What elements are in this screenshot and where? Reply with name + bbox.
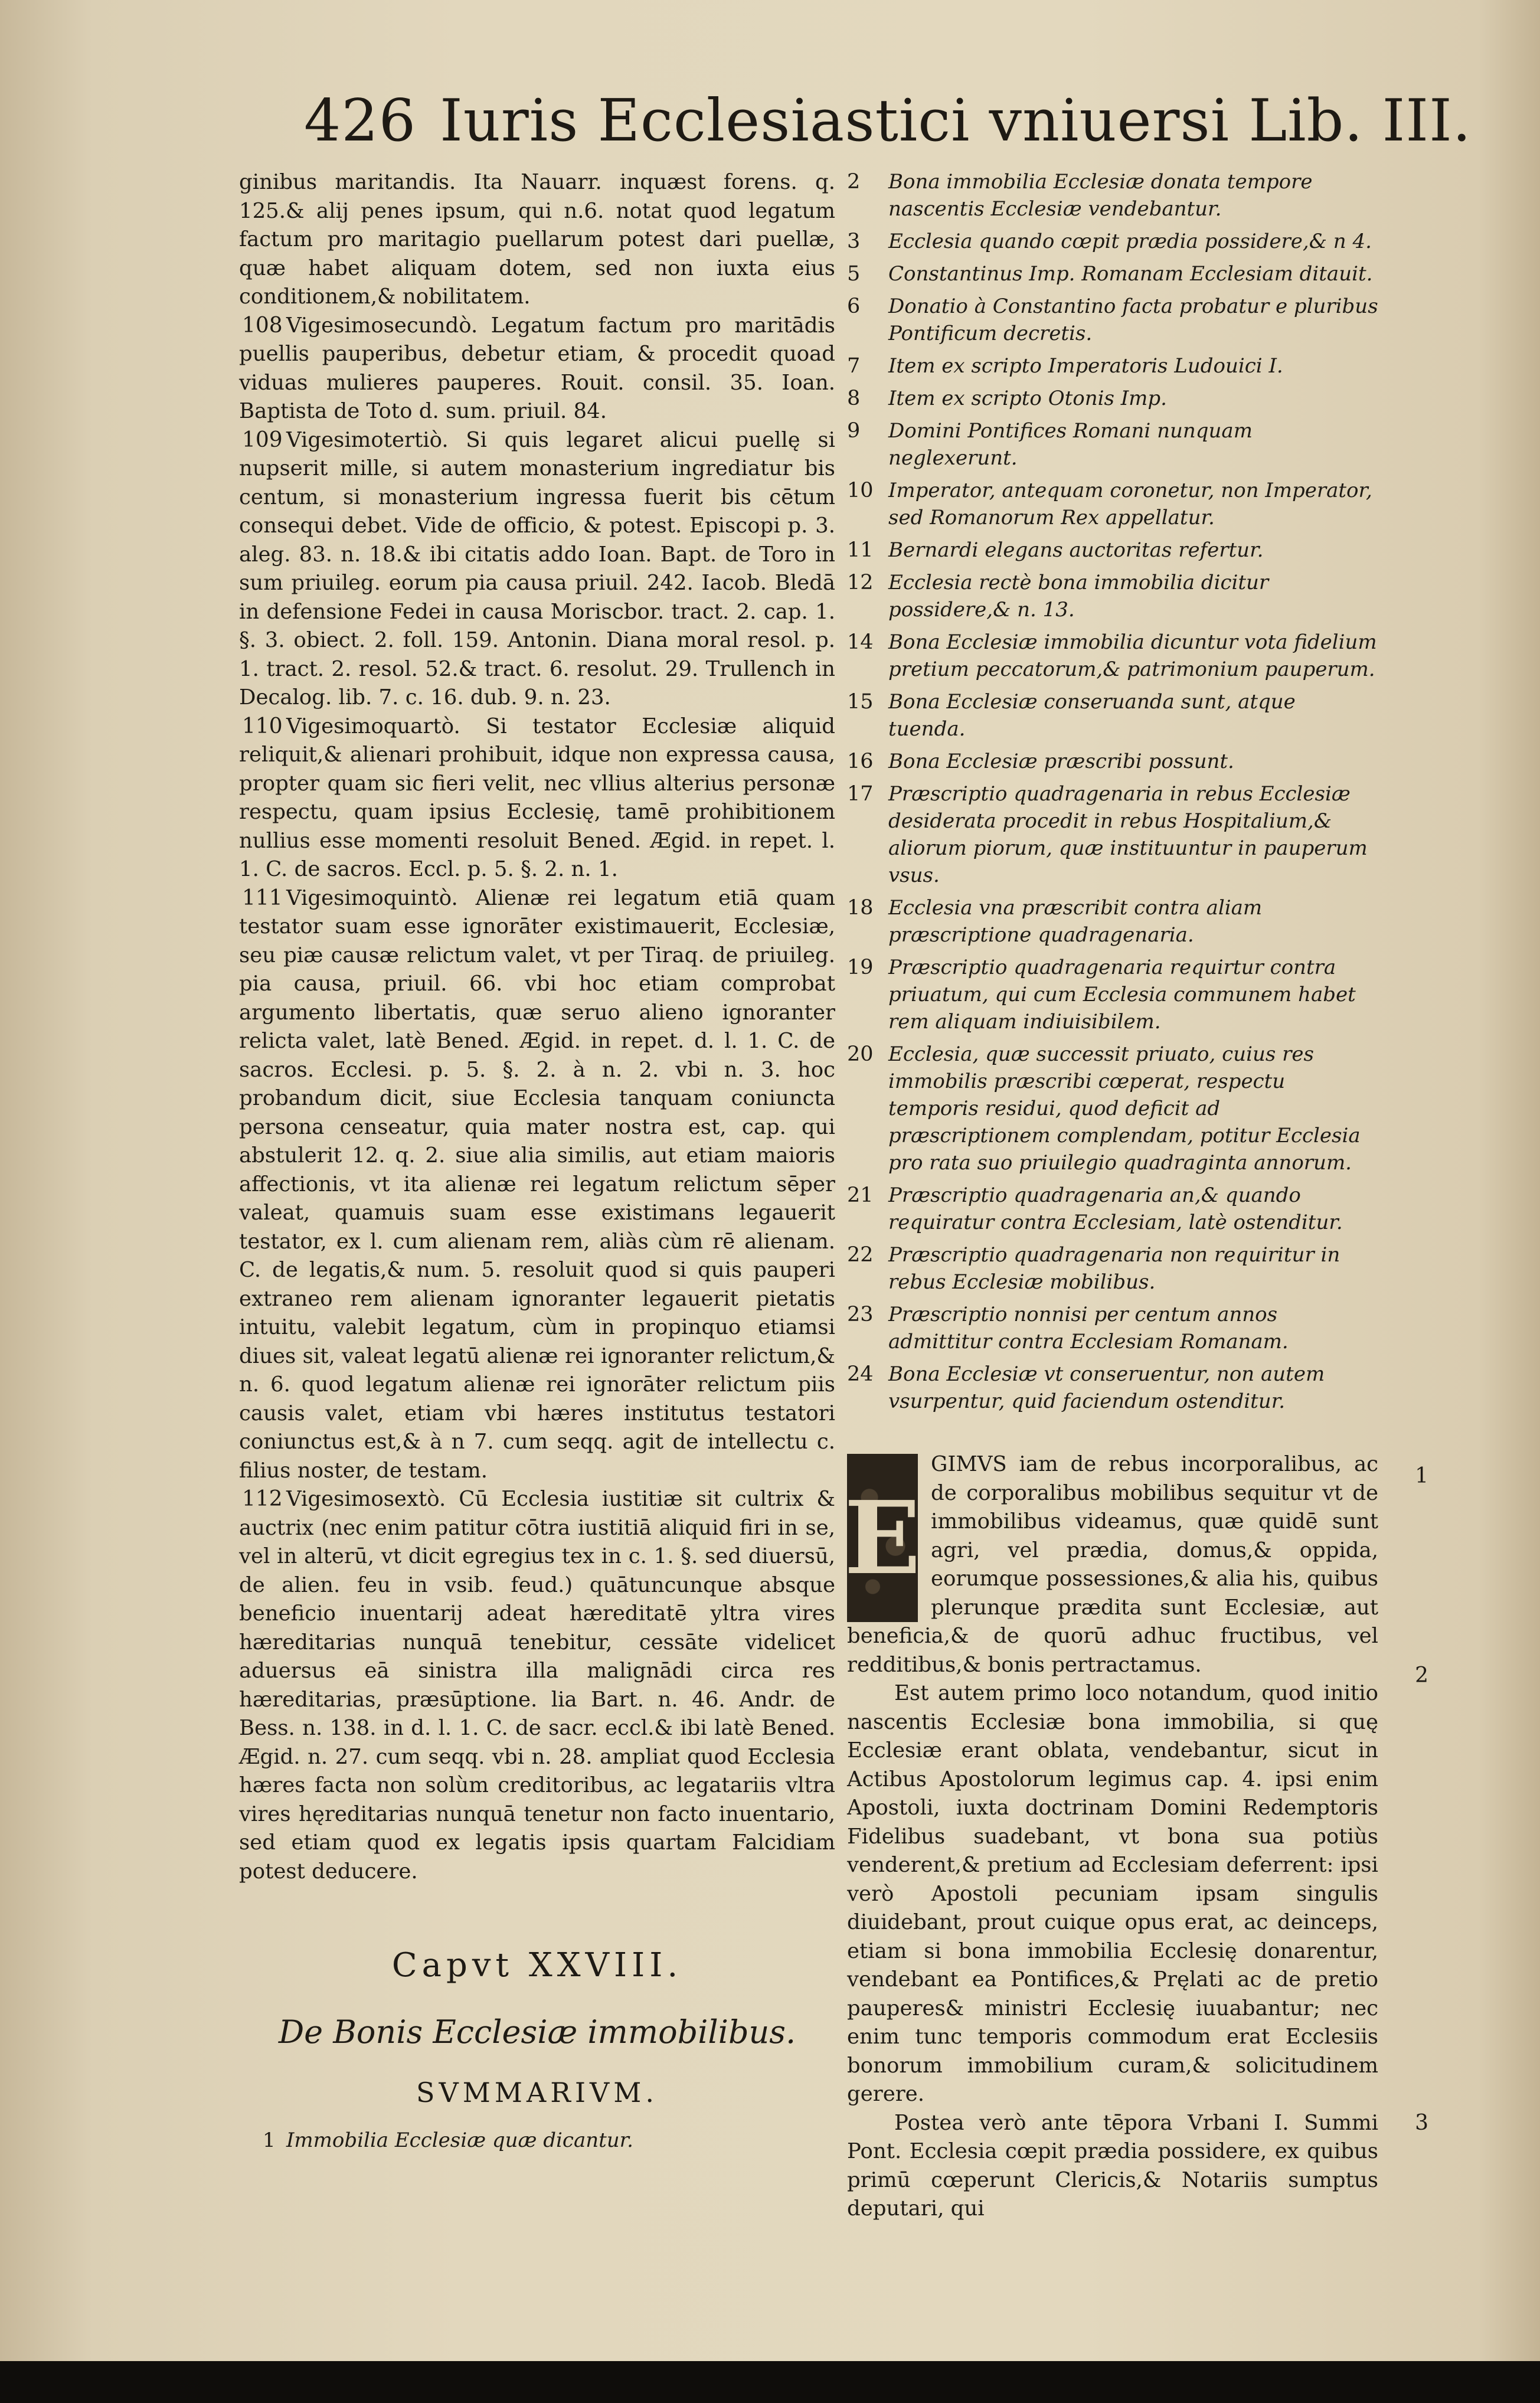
chapter-title: De Bonis Ecclesiæ immobilibus. (278, 2013, 796, 2051)
summary-item (847, 1241, 1378, 1296)
summary-text: Præscriptio quadragenaria requirtur contra priuatum, qui cum Ecclesia communem habet rem aliquam indiuisibilem. (888, 956, 1356, 1034)
left-paragraph: 112 Vigesimosextò. Cū Ecclesia iustitiæ sit cultrix & auctrix (nec enim patitur cōtra iustitiā aliquid firi in se, vel in alterū, vt dicit egregius tex in c. 1. §. sed diuersū, de alien. feu in vsib. feud.) quātuncunque absque beneficio inuentarij adeat hæreditatē yltra vires hæreditarias nunquā tenebitur, cessāte videlicet aduersus eā sinistra illa malignādi circa res hæreditarias, præsūptione. lia Bart. n. 46. Andr. de Bess. n. 138. in d. l. 1. C. de sacr. eccl.& ibi latè Bened. Ægid. n. 27. cum seqq. vbi n. 28. ampliat quod Ecclesia hæres facta non solùm creditoribus, ac legatariis vltra vires hęreditarias nunquā tenetur non facto inuentario, sed etiam quod ex legatis ipsis quartam Falcidiam potest deducere. (239, 1485, 835, 1886)
summary-item (847, 1041, 1378, 1176)
summary-number: 20 (847, 1042, 874, 1066)
summary-item (847, 385, 1378, 412)
summary-text: Imperator, antequam coronetur, non Imperator, sed Romanorum Rex appellatur. (888, 479, 1372, 529)
summary-number: 23 (847, 1303, 874, 1326)
summary-number: 9 (847, 419, 861, 443)
summary-item (847, 1301, 1378, 1355)
summary-item (847, 260, 1378, 287)
summary-number: 11 (847, 538, 874, 562)
summary-text: Bona Ecclesiæ vt conseruentur, non autem vsurpentur, quid faciendum ostenditur. (888, 1362, 1325, 1413)
summary-text: Ecclesia vna præscribit contra aliam præscriptione quadragenaria. (888, 896, 1263, 947)
summary-text: Ecclesia rectè bona immobilia dicitur possidere,& n. 13. (888, 571, 1269, 622)
summary-list (847, 168, 1378, 1415)
summary-number: 12 (847, 571, 874, 594)
summary-number: 19 (847, 956, 874, 979)
summary-text: Ecclesia quando cœpit prædia possidere,& n 4. (888, 230, 1372, 253)
margin-number: 108 (242, 313, 283, 338)
body-paragraph: 3 Postea verò ante tēpora Vrbani I. Summi Pont. Ecclesia cœpit prædia possidere, ex quibus primū cœperunt Clericis,& Notariis sumptus deputari, qui (847, 2109, 1378, 2224)
margin-number: 2 (1415, 1663, 1428, 1688)
summary-text: Præscriptio nonnisi per centum annos admittitur contra Ecclesiam Romanam. (888, 1303, 1289, 1353)
summary-item (847, 168, 1378, 223)
summary-text: Donatio à Constantino facta probatur e pluribus Pontificum decretis. (888, 295, 1378, 345)
summary-text: Præscriptio quadragenaria an,& quando requiratur contra Ecclesiam, latè ostenditur. (888, 1183, 1343, 1234)
summary-text: Ecclesia, quæ successit priuato, cuius res immobilis præscribi cœperat, respectu temporis residui, quod deficit ad præscriptionem complendam, potitur Ecclesia pro rata suo priuilegio quadraginta annorum. (888, 1042, 1361, 1175)
summary-number: 3 (847, 230, 861, 253)
summary-item (847, 894, 1378, 949)
summary-text: Præscriptio quadragenaria in rebus Ecclesiæ desiderata procedit in rebus Hospitalium,& aliorum piorum, quæ instituuntur in pauperum vsus. (888, 782, 1368, 887)
right-column (844, 168, 1428, 2224)
margin-number: 109 (242, 427, 283, 452)
left-column (239, 168, 835, 2154)
margin-number: 3 (1415, 2110, 1428, 2135)
summary-number: 24 (847, 1362, 874, 1386)
summary-number: 15 (847, 690, 874, 714)
summary-number: 22 (847, 1243, 874, 1267)
body-paragraph: 1 GIMVS iam de rebus incorporalibus, ac de corporalibus mobilibus sequitur vt de immobilibus videamus, quæ quidē sunt agri, vel prædia, domus,& oppida, eorumque possessiones,& alia his, quibus plerunque prædita sunt Ecclesiæ, aut beneficia,& de quorū adhuc fructibus, vel redditibus,& bonis pertractamus. (847, 1452, 1428, 1677)
summary-item (847, 780, 1378, 889)
summary-number: 17 (847, 782, 874, 806)
left-paragraph: 108 Vigesimosecundò. Legatum factum pro maritādis puellis pauperibus, debetur etiam, & procedit quoad viduas mulieres pauperes. Rouit. consil. 35. Ioan. Baptista de Toto d. sum. priuil. 84. (239, 312, 835, 426)
page-number: 426 (304, 87, 417, 155)
left-paragraph: 111 Vigesimoquintò. Alienæ rei legatum etiā quam testator suam esse ignorāter existimauerit, Ecclesiæ, seu piæ causæ relictum valet, vt per Tiraq. de priuileg. pia causa, priuil. 66. vbi hoc etiam comprobat argumento libertatis, quæ seruo alieno ignoranter relicta valet, latè Bened. Ægid. in repet. d. l. 1. C. de sacros. Ecclesi. p. 5. §. 2. à n. 2. vbi n. 3. hoc probandum dicit, siue Ecclesia tanquam coniuncta persona censeatur, quia mater nostra est, cap. qui abstulerit 12. q. 2. siue alia similis, aut etiam maioris affectionis, vt ita alienæ rei legatum relictum sēper valeat, quamuis suam esse existimans legauerit testator, ex l. cum alienam rem, aliàs cùm rē alienam. C. de legatis,& num. 5. resoluit quod si quis pauperi extraneo rem alienam ignoranter legauerit pietatis intuitu, valebit legatum, cùm in propinquo etiamsi diues sit, valeat legatū alienæ rei ignoranter relictum,& n. 6. quod legatum alienæ rei ignorāter relictum piis causis valet, etiam vbi hæres institutus testatori coniunctus est,& à n 7. cum seqq. agit de intellectu c. filius noster, de testam. (239, 884, 835, 1486)
body-paragraph: 2 Est autem primo loco notandum, quod initio nascentis Ecclesiæ bona immobilia, si quę Ecclesiæ erant oblata, vendebantur, sicut in Actibus Apostolorum legimus cap. 4. ipsi enim Apostoli, iuxta doctrinam Domini Redemptoris Fidelibus suadebant, vt bona sua potiùs venderent,& pretium ad Ecclesiam deferrent: ipsi verò Apostoli pecuniam ipsam singulis diuidebant, prout cuique opus erat, ac deinceps, etiam si bona immobilia Ecclesię donarentur, vendebant ea Pontifices,& Pręlati ac de pretio pauperes& ministri Ecclesię iuuabantur; nec enim tunc temporis commodum erat Ecclesiis bonorum immobilium curam,& solicitudinem gerere. (847, 1679, 1378, 2109)
summary-item (847, 537, 1378, 564)
summary-item (847, 293, 1378, 347)
margin-number: 110 (242, 714, 283, 738)
chapter-heading: Capvt XXVIII. (391, 1946, 683, 1984)
chapter-body (844, 1450, 1428, 2224)
summary-item (847, 228, 1378, 255)
summary-number: 7 (847, 354, 861, 378)
summary-item (847, 1361, 1378, 1415)
summary-number: 21 (847, 1183, 874, 1207)
summary-item (847, 688, 1378, 743)
summary-item (847, 1182, 1378, 1236)
summary-number: 14 (847, 630, 874, 654)
left-paragraph: 109 Vigesimotertiò. Si quis legaret alicui puellę si nupserit mille, si autem monasterium ingrediatur bis centum, si monasterium ingressa fuerit bis cētum consequi debet. Vide de officio, & potest. Episcopi p. 3. aleg. 83. n. 18.& ibi citatis addo Ioan. Bapt. de Toro in sum priuileg. eorum pia causa priuil. 242. Iacob. Bledā in defensione Fedei in causa Moriscbor. tract. 2. cap. 1. §. 3. obiect. 2. foll. 159. Antonin. Diana moral resol. p. 1. tract. 2. resol. 52.& tract. 6. resolut. 29. Trullench in Decalog. lib. 7. c. 16. dub. 9. n. 23. (239, 426, 835, 712)
summary-number: 6 (847, 295, 861, 318)
summary-text: Constantinus Imp. Romanam Ecclesiam ditauit. (888, 262, 1373, 286)
summary-text: Item ex scripto Otonis Imp. (888, 387, 1167, 410)
summary-item (847, 417, 1378, 472)
summary-heading: SVMMARIVM. (416, 2077, 658, 2108)
summary-text: Bona Ecclesiæ præscribi possunt. (888, 750, 1234, 773)
summary-item (847, 569, 1378, 623)
summary-number: 16 (847, 750, 874, 773)
summary-text: Domini Pontifices Romani nunquam neglexerunt. (888, 419, 1253, 470)
summary-number: 2 (847, 170, 861, 194)
summary-number: 8 (847, 387, 861, 410)
margin-number: 1 (1415, 1464, 1428, 1488)
summary-number: 10 (847, 479, 874, 502)
summary-item (847, 477, 1378, 531)
margin-number: 112 (242, 1487, 283, 1511)
scan-background (0, 2361, 1540, 2403)
summary-number: 1 (263, 2129, 276, 2152)
running-title: Iuris Ecclesiastici vniuersi Lib. III. (440, 87, 1472, 155)
left-paragraph: 110 Vigesimoquartò. Si testator Ecclesiæ aliquid reliquit,& alienari prohibuit, idque non expressa causa, propter quam sic fieri velit, nec vllius alterius personæ respectu, quam ipsius Ecclesię, tamē prohibitionem nullius esse momenti resoluit Bened. Ægid. in repet. l. 1. C. de sacros. Eccl. p. 5. §. 2. n. 1. (239, 712, 835, 884)
summary-item (847, 352, 1378, 380)
summary-text: Bona immobilia Ecclesiæ donata tempore nascentis Ecclesiæ vendebantur. (888, 170, 1313, 221)
decorated-initial: E (847, 1454, 918, 1622)
running-header (304, 83, 1472, 159)
summary-item: 1 Immobilia Ecclesiæ quæ dicantur. (286, 2126, 835, 2154)
summary-number: 5 (847, 262, 861, 286)
margin-number: 111 (242, 885, 283, 910)
summary-item (847, 954, 1378, 1035)
summary-text: Bona Ecclesiæ immobilia dicuntur vota fidelium pretium peccatorum,& patrimonium pauperum. (888, 630, 1377, 681)
summary-text: Bernardi elegans auctoritas refertur. (888, 538, 1264, 562)
summary-text: Bona Ecclesiæ conseruanda sunt, atque tuenda. (888, 690, 1296, 741)
summary-item (847, 629, 1378, 683)
summary-text: Item ex scripto Imperatoris Ludouici I. (888, 354, 1283, 378)
summary-text: Præscriptio quadragenaria non requiritur in rebus Ecclesiæ mobilibus. (888, 1243, 1340, 1294)
summary-item (847, 748, 1378, 775)
left-paragraph: ginibus maritandis. Ita Nauarr. inquæst forens. q. 125.& alij penes ipsum, qui n.6. notat quod legatum factum pro maritagio puellarum potest dari puellæ, quæ habet aliquam dotem, sed non iuxta eius conditionem,& nobilitatem. (239, 170, 835, 309)
summary-number: 18 (847, 896, 874, 920)
